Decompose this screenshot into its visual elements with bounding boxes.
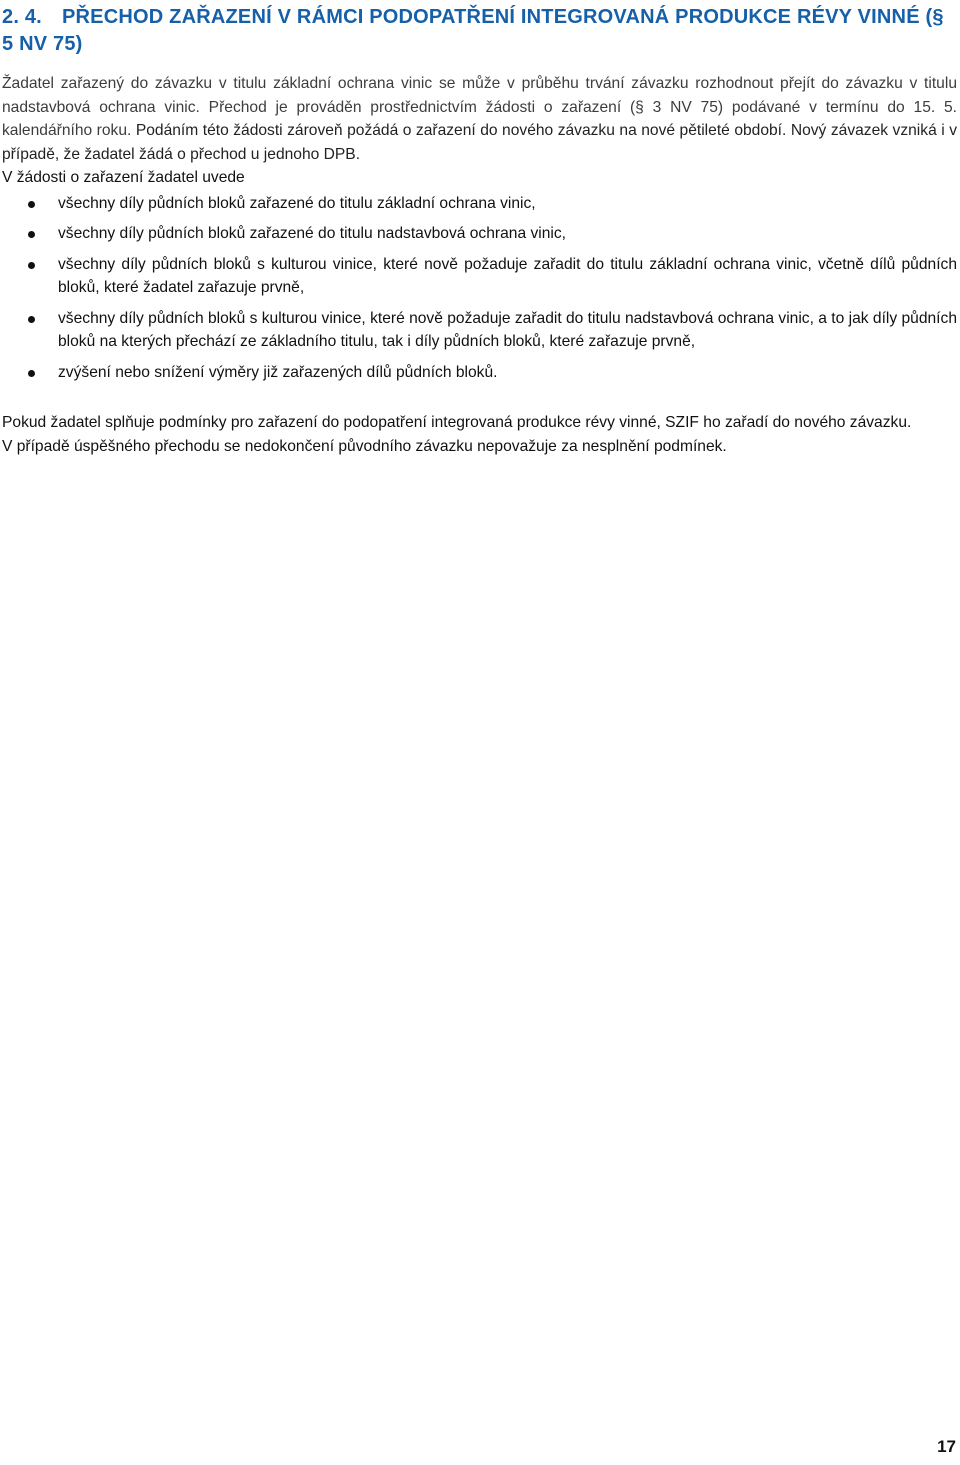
- list-item-text: všechny díly půdních bloků zařazené do titulu základní ochrana vinic,: [58, 194, 536, 212]
- list-item-text: všechny díly půdních bloků s kulturou vinice, které nově požaduje zařadit do titulu nadstavbová ochrana vinic, a to jak díly půdních bloků na kterých přechází ze základního titulu, tak i díly půdních bloků, které zařazuje prvně,: [58, 309, 957, 350]
- intro-paragraph: [2, 72, 957, 166]
- section-body: [2, 72, 957, 458]
- list-item: [2, 222, 957, 246]
- page-number: 17: [937, 1437, 956, 1456]
- closing-paragraph-2: V případě úspěšného přechodu se nedokončení původního závazku nepovažuje za nesplnění podmínek.: [2, 437, 727, 455]
- list-item: [2, 307, 957, 354]
- bullet-icon: [28, 231, 35, 238]
- section-heading: [2, 4, 952, 58]
- bullet-icon: [28, 370, 35, 377]
- list-item: [2, 361, 957, 385]
- list-item-text: zvýšení nebo snížení výměry již zařazených dílů půdních bloků.: [58, 363, 498, 381]
- bullet-icon: [28, 316, 35, 323]
- list-item-text: všechny díly půdních bloků s kulturou vinice, které nově požaduje zařadit do titulu základní ochrana vinic, včetně dílů půdních bloků, které žadatel zařazuje prvně,: [58, 255, 957, 296]
- list-intro: V žádosti o zařazení žadatel uvede: [2, 169, 245, 186]
- closing-paragraph-1: Pokud žadatel splňuje podmínky pro zařazení do podopatření integrovaná produkce révy vinné, SZIF ho zařadí do nového závazku.: [2, 414, 912, 431]
- list-item: [2, 253, 957, 300]
- section-title: PŘECHOD ZAŘAZENÍ V RÁMCI PODOPATŘENÍ INTEGROVANÁ PRODUKCE RÉVY VINNÉ (§ 5 NV 75): [2, 6, 944, 55]
- bullet-icon: [28, 262, 35, 269]
- spacer: [2, 391, 957, 411]
- section-number: 2. 4.: [2, 6, 42, 28]
- intro-sentence-2: Podáním této žádosti zároveň požádá o zařazení do nového závazku na nové pětileté období. Nový závazek vzniká i v případě, že žadatel žádá o přechod u jednoho DPB.: [2, 122, 957, 163]
- bullet-list: [2, 192, 957, 385]
- list-item: [2, 192, 957, 216]
- list-item-text: všechny díly půdních bloků zařazené do titulu nadstavbová ochrana vinic,: [58, 225, 566, 242]
- bullet-icon: [28, 201, 35, 208]
- intro-sentence-1: Žadatel zařazený do závazku v titulu základní ochrana vinic se může v průběhu trvání závazku rozhodnout přejít do závazku v titulu nadstavbová ochrana vinic. Přechod je prováděn prostřednictvím žádosti o zařazení (§ 3 NV 75) podávané v termínu do 15. 5. kalendářního roku.: [2, 75, 957, 139]
